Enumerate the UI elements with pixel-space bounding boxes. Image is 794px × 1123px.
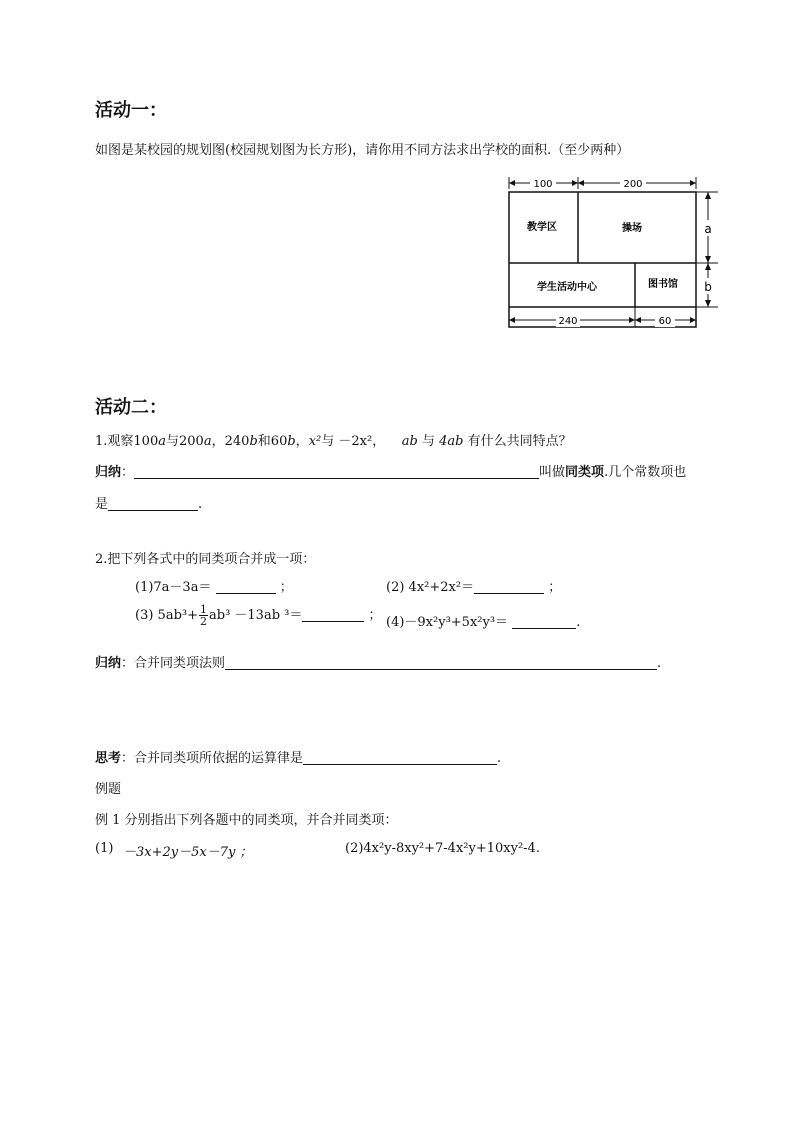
exercise-3: (3) 5ab³+ $\frac{1}{2}$ ab³ －13ab ³＝ ； bbox=[135, 603, 382, 628]
answer-blank-ex4[interactable] bbox=[512, 614, 576, 629]
summary-1-line-1: 归纳： 叫做同类项.几个常数项也 bbox=[95, 465, 687, 480]
dim-side-a: a bbox=[704, 222, 712, 236]
dim-bottom-right: 60 bbox=[658, 316, 672, 327]
answer-blank-rule[interactable] bbox=[225, 655, 657, 670]
summary-2-label: 归纳 bbox=[95, 656, 122, 671]
activity1-prompt: 如图是某校园的规划图(校园规划图为长方形)，请你用不同方法求出学校的面积.（至少两种） bbox=[95, 143, 630, 158]
activity2-heading: 活动二： bbox=[95, 397, 167, 418]
area-playground: 操场 bbox=[622, 223, 642, 234]
dim-side-b: b bbox=[704, 280, 712, 294]
summary-1-line-2: 是 . bbox=[95, 497, 203, 512]
fraction-one-half: $\frac{1}{2}$ bbox=[200, 603, 207, 628]
examples-heading: 例题 bbox=[95, 782, 122, 797]
question-1: 1.观察100a与200a，240b和60b，x²与 －2x²， ab 与 4ab 有什么共同特点？ bbox=[95, 434, 572, 449]
answer-blank-law[interactable] bbox=[303, 750, 497, 765]
dim-top-right: 200 bbox=[623, 179, 643, 190]
summary-1-label: 归纳 bbox=[95, 465, 122, 480]
dim-bottom-left: 240 bbox=[558, 316, 578, 327]
answer-blank-definition[interactable] bbox=[134, 464, 539, 479]
answer-blank-ex3[interactable] bbox=[302, 607, 364, 622]
exercise-1: (1)7a－3a＝ ； bbox=[135, 580, 293, 595]
example-1-part-1-label: (1) bbox=[95, 841, 114, 856]
example-1-part-1: －3x+2y－5x－7y ； bbox=[123, 845, 253, 860]
exercise-2: (2) 4x²+2x²＝ ； bbox=[386, 580, 562, 595]
answer-blank-constants[interactable] bbox=[108, 496, 198, 511]
think-prompt: 思考：合并同类项所依据的运算律是 . bbox=[95, 751, 502, 766]
example-1-title: 例 1 分别指出下列各题中的同类项，并合并同类项： bbox=[95, 813, 398, 828]
answer-blank-ex2[interactable] bbox=[474, 579, 544, 594]
question-2-intro: 2.把下列各式中的同类项合并成一项： bbox=[95, 552, 316, 567]
area-library: 图书馆 bbox=[648, 279, 678, 290]
think-label: 思考 bbox=[95, 751, 122, 766]
activity1-heading: 活动一： bbox=[95, 100, 167, 121]
summary-2: 归纳：合并同类项法则 . bbox=[95, 656, 662, 671]
area-activity-center: 学生活动中心 bbox=[537, 282, 597, 293]
answer-blank-ex1[interactable] bbox=[216, 579, 276, 594]
area-teaching: 教学区 bbox=[527, 222, 557, 233]
exercise-4: (4)－9x²y³+5x²y³＝ . bbox=[386, 615, 581, 630]
dim-top-left: 100 bbox=[533, 179, 553, 190]
campus-plan-diagram bbox=[500, 172, 724, 332]
example-1-part-2: (2)4x²y-8xy²+7-4x²y+10xy²-4. bbox=[345, 841, 540, 856]
